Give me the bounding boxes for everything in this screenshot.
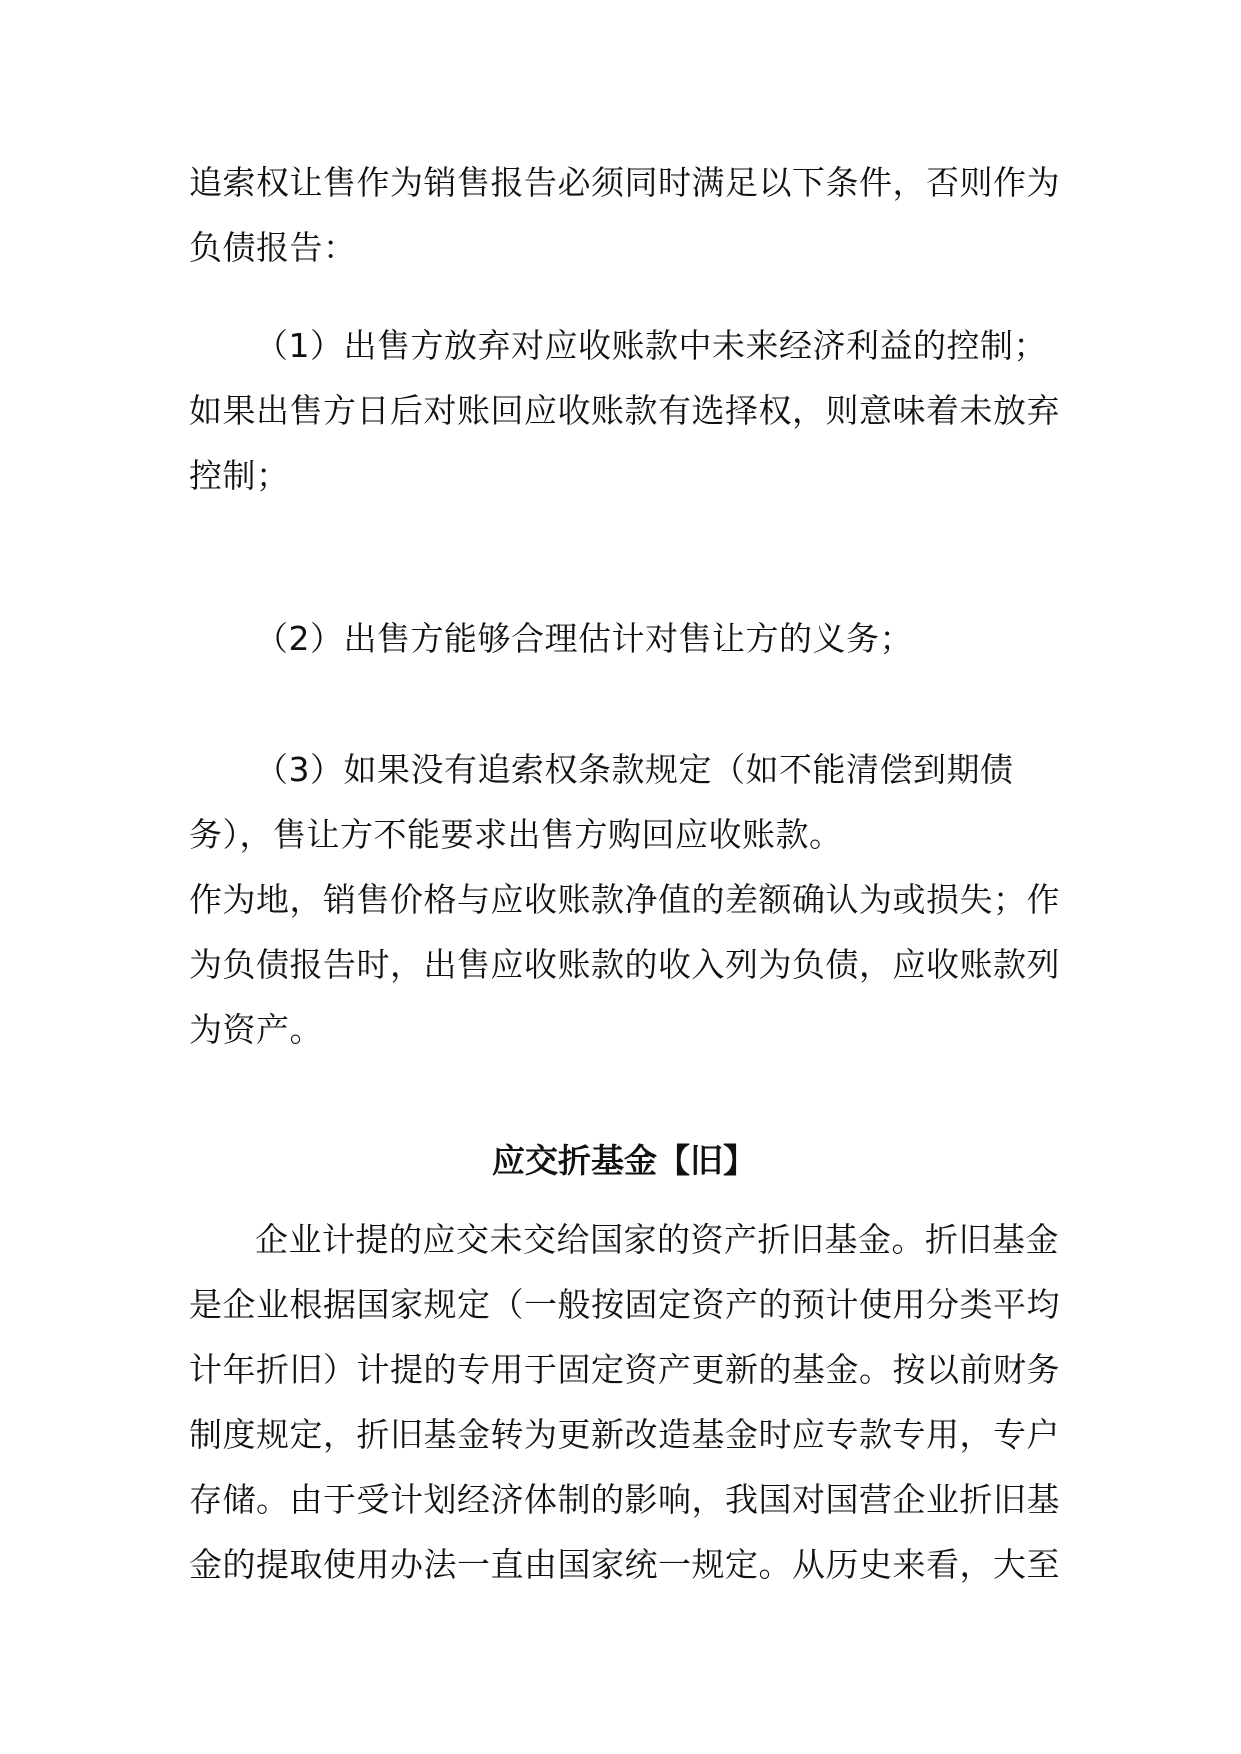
paragraph-line: 计年折旧）计提的专用于固定资产更新的基金。按以前财务 <box>189 1350 1060 1389</box>
paragraph-line: （1）出售方放弃对应收账款中未来经济利益的控制； <box>255 326 1047 365</box>
paragraph-line: （3）如果没有追索权条款规定（如不能清偿到期债 <box>255 750 1014 789</box>
paragraph-line: 存储。由于受计划经济体制的影响，我国对国营企业折旧基 <box>189 1480 1060 1519</box>
section-heading: 应交折基金【旧】 <box>492 1141 756 1180</box>
paragraph-line: 追索权让售作为销售报告必须同时满足以下条件，否则作为 <box>189 163 1060 202</box>
condition-1-paragraph <box>189 313 1059 508</box>
paragraph-line: 为资产。 <box>189 1010 323 1049</box>
paragraph-line: 负债报告： <box>189 228 357 267</box>
paragraph-line: （2）出售方能够合理估计对售让方的义务； <box>255 619 913 658</box>
paragraph-line: 为负债报告时，出售应收账款的收入列为负债，应收账款列 <box>189 945 1060 984</box>
paragraph-line: 务），售让方不能要求出售方购回应收账款。 <box>189 815 843 854</box>
paragraph-line: 控制； <box>189 456 290 495</box>
paragraph-line: 制度规定，折旧基金转为更新改造基金时应专款专用，专户 <box>189 1415 1060 1454</box>
paragraph-line: 如果出售方日后对账回应收账款有选择权，则意味着未放弃 <box>189 391 1060 430</box>
paragraph-line: 金的提取使用办法一直由国家统一规定。从历史来看，大至 <box>189 1545 1060 1584</box>
condition-2-paragraph <box>189 606 1059 671</box>
paragraph-line: 企业计提的应交未交给国家的资产折旧基金。折旧基金 <box>255 1220 1059 1259</box>
paragraph-line: 作为地，销售价格与应收账款净值的差额确认为或损失；作 <box>189 880 1060 919</box>
condition-3-paragraph <box>189 737 1059 1062</box>
section-paragraph <box>189 1207 1059 1597</box>
intro-paragraph <box>189 150 1059 280</box>
paragraph-line: 是企业根据国家规定（一般按固定资产的预计使用分类平均 <box>189 1285 1060 1324</box>
